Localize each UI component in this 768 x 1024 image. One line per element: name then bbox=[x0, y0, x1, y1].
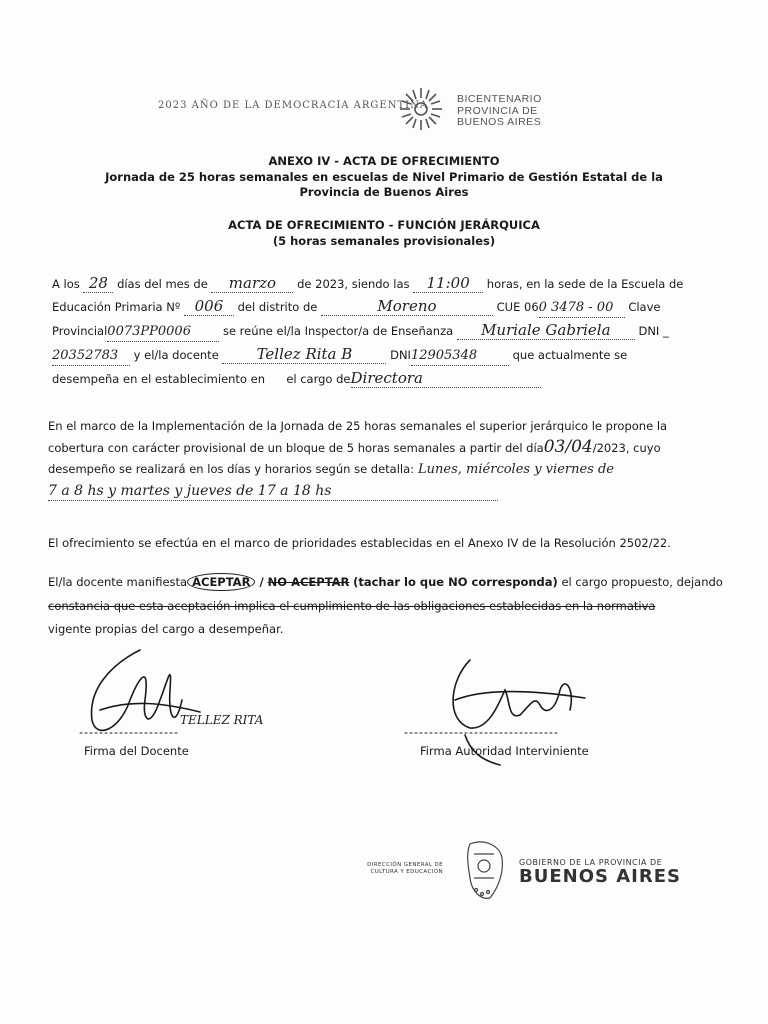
form-line-5: desempeña en el establecimiento en el cargo deDirectora bbox=[52, 369, 541, 388]
bicentenario-line: BICENTENARIO bbox=[457, 93, 542, 105]
start-date-value: 03/04 bbox=[543, 437, 593, 457]
docente-signature-label: Firma del Docente bbox=[84, 744, 189, 758]
year-motto: 2023 AÑO DE LA DEMOCRACIA ARGENTINA bbox=[158, 100, 429, 111]
docente-dni-value: 12905348 bbox=[411, 347, 509, 366]
acta-subtitle: (5 horas semanales provisionales) bbox=[272, 234, 496, 248]
schedule-line-1: Lunes, miércoles y viernes de bbox=[418, 462, 614, 477]
clave-provincial-value: 0073PP0006 bbox=[107, 323, 219, 342]
buenos-aires-wordmark: BUENOS AIRES bbox=[519, 866, 681, 887]
bicentenario-line: PROVINCIA DE bbox=[457, 104, 538, 117]
direccion-general-label: DIRECCIÓN GENERAL DE CULTURA Y EDUCACIÓN bbox=[367, 862, 443, 875]
marco-paragraph: En el marco de la Implementación de la Jornada de 25 horas semanales el superior jerárquico le propone la cobertura con carácter provisional de un bloque de 5 horas semanales a partir del día03/04/2023, cuyo desempeño se realizará en los días y horarios según se detalla: Lunes, miércoles y viernes de 7 a 8 hs y martes y jueves de 17 a 18 hs bbox=[48, 419, 668, 499]
aceptar-option: ACEPTAR bbox=[187, 573, 255, 591]
title-line-2: Jornada de 25 horas semanales en escuelas de Nivel Primario de Gestión Estatal de la bbox=[105, 170, 663, 184]
form-line-3: Provincial0073PP0006 se reúne el/la Inspector/a de Enseñanza Muriale Gabriela DNI _ bbox=[52, 321, 669, 342]
time-value: 11:00 bbox=[413, 274, 483, 293]
cue-value: 0 3478 - 00 bbox=[539, 299, 625, 318]
form-line-2: Educación Primaria Nº 006 del distrito de Moreno CUE 060 3478 - 00 Clave bbox=[52, 297, 660, 318]
province-emblem-icon bbox=[460, 838, 510, 904]
inspector-name-value: Muriale Gabriela bbox=[457, 321, 635, 340]
schedule-line-2: 7 a 8 hs y martes y jueves de 17 a 18 hs bbox=[48, 482, 498, 501]
school-number-value: 006 bbox=[184, 297, 234, 316]
gobierno-label: GOBIERNO DE LA PROVINCIA DE bbox=[519, 858, 663, 867]
cargo-value: Directora bbox=[351, 369, 541, 388]
bicentenario-line: BUENOS AIRES bbox=[457, 116, 542, 128]
inspector-dni-value: 20352783 bbox=[52, 347, 130, 366]
autoridad-signature-label: Firma Autoridad Interviniente bbox=[420, 744, 589, 758]
form-line-1: A los 28 días del mes de marzo de 2023, siendo las 11:00 horas, en la sede de la Escuela de bbox=[52, 274, 684, 292]
prioridades-text: El ofrecimiento se efectúa en el marco de prioridades establecidas en el Anexo IV de la Resolución 2502/22. bbox=[48, 536, 671, 550]
acta-title: ACTA DE OFRECIMIENTO - FUNCIÓN JERÁRQUICA bbox=[228, 218, 540, 232]
district-value: Moreno bbox=[321, 297, 493, 316]
docente-name-value: Tellez Rita B bbox=[222, 345, 386, 364]
acceptance-line: El/la docente manifiesta ACEPTAR / NO ACEPTAR (tachar lo que NO corresponda) el cargo propuesto, dejando bbox=[48, 575, 723, 589]
constancia-text: constancia que esta aceptación implica el cumplimiento de las obligaciones establecidas en la normativa bbox=[48, 599, 656, 613]
vigente-text: vigente propias del cargo a desempeñar. bbox=[48, 622, 284, 636]
annex-title: ANEXO IV - ACTA DE OFRECIMIENTO bbox=[268, 154, 500, 168]
month-value: marzo bbox=[211, 274, 293, 293]
form-line-4: 20352783 y el/la docente Tellez Rita B DNI12905348 que actualmente se bbox=[52, 345, 627, 366]
day-value: 28 bbox=[83, 274, 113, 293]
no-aceptar-option: NO ACEPTAR bbox=[267, 575, 350, 589]
docente-printed-name: TELLEZ RITA bbox=[180, 713, 264, 727]
title-line-3: Provincia de Buenos Aires bbox=[299, 185, 469, 199]
